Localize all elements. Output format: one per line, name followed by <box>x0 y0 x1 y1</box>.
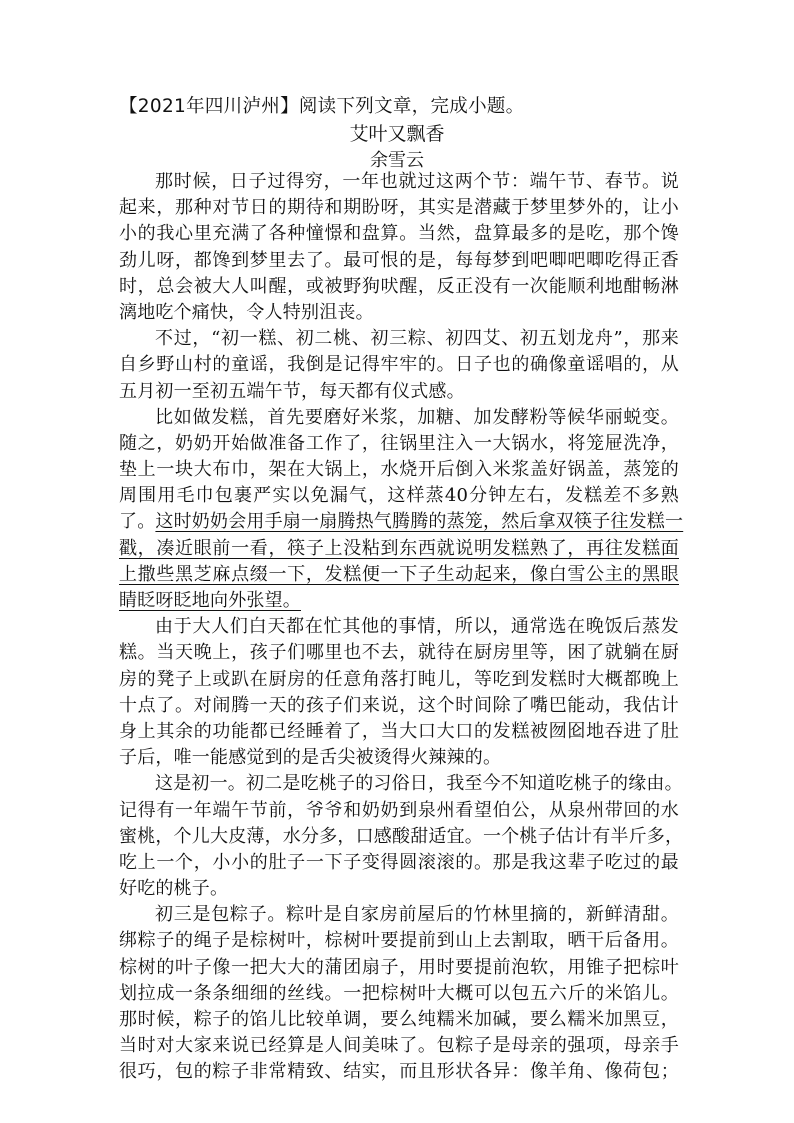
article-title: 艾叶又飘香 <box>349 123 445 145</box>
text-segment: 了。 <box>119 511 156 533</box>
text-line: 很巧，包的粽子非常精致、结实，而且形状各异：像羊角、像荷包； <box>119 1061 679 1083</box>
text-line: 自乡野山村的童谣，我倒是记得牢牢的。日子也的确像童谣唱的，从 <box>119 354 679 376</box>
text-line: 起来，那种对节日的期待和期盼呀，其实是潜藏于梦里梦外的，让小 <box>119 197 679 219</box>
text-line: 随之，奶奶开始做准备工作了，往锅里注入一大锅水，将笼屉洗净， <box>119 432 679 454</box>
underlined-line: 上撒些黑芝麻点缀一下，发糕便一下子生动起来，像白雪公主的黑眼 <box>119 563 679 585</box>
underlined-line: 戳，凑近眼前一看，筷子上没粘到东西就说明发糕熟了，再往发糕面 <box>119 537 679 559</box>
underlined-segment: 这时奶奶会用手扇一扇腾热气腾腾的蒸笼，然后拿双筷子往发糕一 <box>155 511 684 533</box>
text-line: 棕树的叶子像一把大大的蒲团扇子，用时要提前泡软，用锥子把棕叶 <box>119 956 679 978</box>
article-author: 余雪云 <box>370 150 424 171</box>
text-line: 那时候，日子过得穷，一年也就过这两个节：端午节、春节。说 <box>155 171 679 192</box>
text-line: 身上其余的功能都已经睡着了，当大口大口的发糕被囫囵地吞进了肚 <box>119 720 679 742</box>
text-line: 比如做发糕，首先要磨好米浆，加糖、加发酵粉等候华丽蜕变。 <box>155 406 679 428</box>
text-line: 记得有一年端午节前，爷爷和奶奶到泉州看望伯公，从泉州带回的水 <box>119 799 679 821</box>
text-line: 好吃的桃子。 <box>119 878 229 900</box>
text-line: 吃上一个，小小的肚子一下子变得圆滚滚的。那是我这辈子吃过的最 <box>119 851 679 873</box>
text-line-mixed <box>119 509 684 535</box>
text-line: 划拉成一条条细细的丝线。一把棕树叶大概可以包五六斤的米馅儿。 <box>119 982 679 1004</box>
text-line: 周围用毛巾包裹严实以免漏气，这样蒸40分钟左右，发糕差不多熟 <box>119 485 679 507</box>
text-line: 房的凳子上或趴在厨房的任意角落打盹儿，等吃到发糕时大概都晚上 <box>119 668 679 690</box>
text-line: 当时对大家来说已经算是人间美味了。包粽子是母亲的强项，母亲手 <box>119 1035 679 1057</box>
text-line: 垫上一块大布巾，架在大锅上，水烧开后倒入米浆盖好锅盖，蒸笼的 <box>119 459 679 481</box>
text-line: 糕。当天晚上，孩子们哪里也不去，就待在厨房里等，困了就躺在厨 <box>119 642 679 664</box>
text-line: 不过，“初一糕、初二桃、初三粽、初四艾、初五划龙舟”，那来 <box>155 328 679 350</box>
text-line: 劲儿呀，都馋到梦里去了。最可恨的是，每每梦到吧唧吧唧吃得正香 <box>119 249 679 271</box>
text-line: 五月初一至初五端午节，每天都有仪式感。 <box>119 380 465 402</box>
text-line: 十点了。对闹腾一天的孩子们来说，这个时间除了嘴巴能动，我估计 <box>119 694 679 716</box>
text-line: 子后，唯一能感觉到的是舌尖被烫得火辣辣的。 <box>119 747 502 769</box>
text-line: 绑粽子的绳子是棕树叶，棕树叶要提前到山上去割取，晒干后备用。 <box>119 930 679 952</box>
text-line: 这是初一。初二是吃桃子的习俗日，我至今不知道吃桃子的缘由。 <box>155 773 683 795</box>
underlined-segment: 睛眨呀眨地向外张望。 <box>119 590 301 611</box>
question-header: 【2021年四川泸州】阅读下列文章，完成小题。 <box>119 96 525 117</box>
text-line: 小的我心里充满了各种憧憬和盘算。当然，盘算最多的是吃，那个馋 <box>119 223 679 245</box>
article-body <box>119 169 684 1086</box>
text-line: 时，总会被大人叫醒，或被野狗吠醒，反正没有一次能顺利地酣畅淋 <box>119 275 679 297</box>
text-line: 漓地吃个痛快，令人特别沮丧。 <box>119 301 374 323</box>
text-line <box>119 588 679 614</box>
text-line: 蜜桃，个儿大皮薄，水分多，口感酸甜适宜。一个桃子估计有半斤多， <box>119 825 684 847</box>
text-line: 初三是包粽子。粽叶是自家房前屋后的竹林里摘的，新鲜清甜。 <box>155 904 679 926</box>
text-line: 那时候，粽子的馅儿比较单调，要么纯糯米加碱，要么糯米加黑豆， <box>119 1009 679 1030</box>
text-line: 由于大人们白天都在忙其他的事情，所以，通常选在晚饭后蒸发 <box>155 616 679 638</box>
